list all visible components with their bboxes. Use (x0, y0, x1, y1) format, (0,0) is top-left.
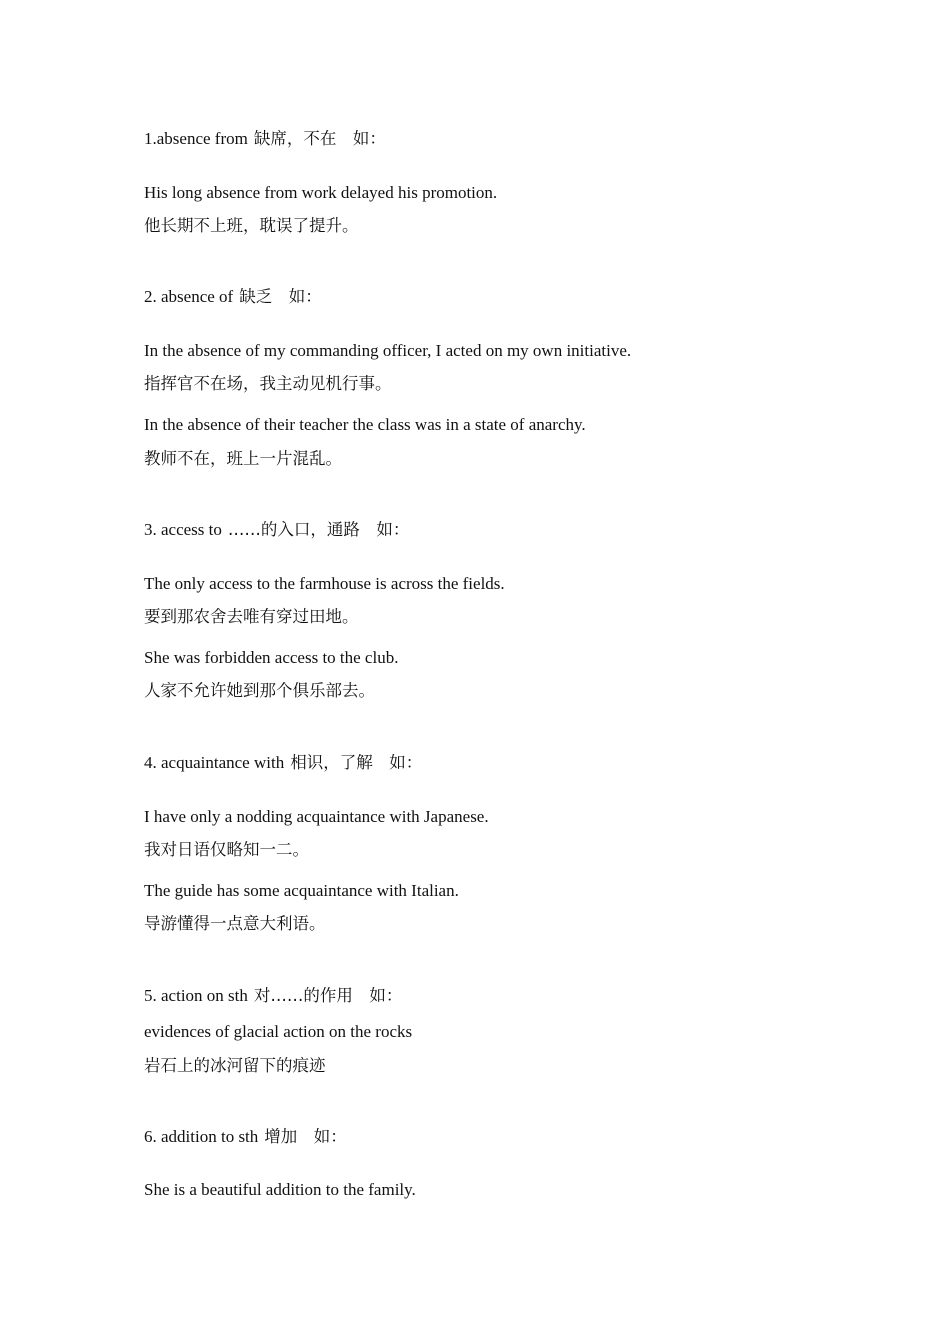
entry-heading (144, 1126, 347, 1148)
entry-heading (144, 519, 409, 541)
heading-chinese: 增加 如： (264, 1127, 347, 1146)
heading-chinese: 对……的作用 如： (253, 986, 403, 1005)
heading-english: 6. addition to sth (144, 1127, 259, 1146)
example-english: She is a beautiful addition to the family. (144, 1180, 416, 1199)
entry-heading (144, 286, 322, 308)
entry-heading (144, 985, 402, 1007)
example-chinese: 他长期不上班，耽误了提升。 (144, 216, 359, 235)
example-english: The only access to the farmhouse is across the fields. (144, 574, 505, 593)
heading-english: 5. action on sth (144, 986, 248, 1005)
heading-chinese: 缺乏 如： (239, 287, 322, 306)
heading-english: 3. access to (144, 520, 222, 539)
heading-english: 1.absence from (144, 129, 248, 148)
example-chinese: 我对日语仅略知一二。 (144, 840, 309, 859)
example-chinese: 岩石上的冰河留下的痕迹 (144, 1056, 326, 1075)
heading-english: 4. acquaintance with (144, 753, 285, 772)
example-chinese: 教师不在，班上一片混乱。 (144, 449, 342, 468)
example-english: I have only a nodding acquaintance with Japanese. (144, 807, 489, 826)
heading-english: 2. absence of (144, 287, 234, 306)
example-english: In the absence of their teacher the class was in a state of anarchy. (144, 415, 586, 434)
heading-chinese: ……的入口，通路 如： (227, 520, 410, 539)
example-english: The guide has some acquaintance with Italian. (144, 881, 459, 900)
example-chinese: 要到那农舍去唯有穿过田地。 (144, 607, 359, 626)
entry-heading (144, 752, 422, 774)
heading-chinese: 缺席，不在 如： (253, 129, 386, 148)
example-chinese: 导游懂得一点意大利语。 (144, 914, 326, 933)
example-english: evidences of glacial action on the rocks (144, 1022, 413, 1041)
heading-chinese: 相识，了解 如： (290, 753, 423, 772)
example-chinese: 指挥官不在场，我主动见机行事。 (144, 374, 392, 393)
example-english: She was forbidden access to the club. (144, 648, 399, 667)
example-english: In the absence of my commanding officer, I acted on my own initiative. (144, 341, 632, 360)
example-english: His long absence from work delayed his promotion. (144, 183, 498, 202)
entry-heading (144, 128, 386, 150)
example-chinese: 人家不允许她到那个俱乐部去。 (144, 681, 375, 700)
